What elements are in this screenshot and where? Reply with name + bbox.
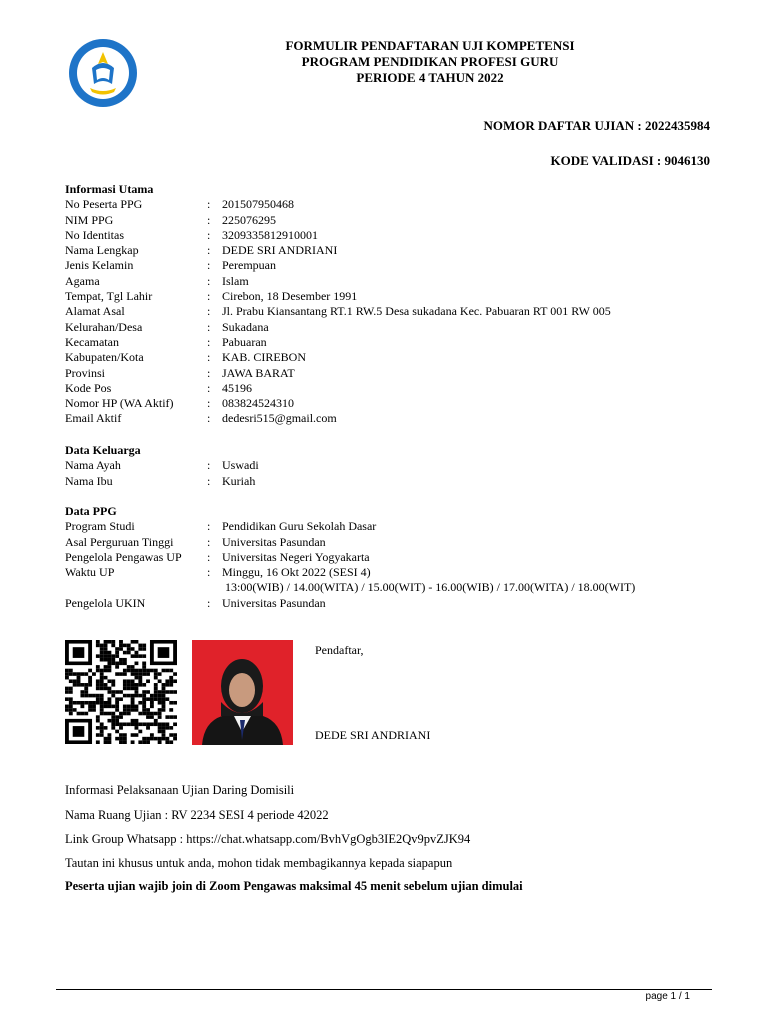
link-notice: Tautan ini khusus untuk anda, mohon tidak membagikannya kepada siapapun: [65, 856, 453, 870]
row-label: Kabupaten/Kota: [65, 350, 144, 365]
row-label: Nomor HP (WA Aktif): [65, 396, 174, 411]
document-header: [200, 38, 660, 86]
header-period: PERIODE 4 TAHUN 2022: [356, 70, 504, 85]
row-value: Universitas Pasundan: [222, 595, 326, 610]
row-label: Pengelola UKIN: [65, 595, 146, 610]
registrant-label: Pendaftar,: [315, 643, 364, 657]
info-row: Nama Lengkap : DEDE SRI ANDRIANI: [65, 243, 338, 258]
info-row: Provinsi : JAWA BARAT: [65, 365, 295, 380]
row-label: Kelurahan/Desa: [65, 319, 143, 334]
info-row: Asal Perguruan Tinggi : Universitas Pasundan: [65, 534, 326, 549]
row-label: Nama Ayah: [65, 458, 121, 473]
row-value: Minggu, 16 Okt 2022 (SESI 4): [222, 565, 371, 580]
row-label: Tempat, Tgl Lahir: [65, 289, 153, 304]
info-row: Waktu UP : Minggu, 16 Okt 2022 (SESI 4): [65, 565, 371, 580]
row-label: Pengelola Pengawas UP: [65, 549, 182, 564]
info-row: Nama Ibu : Kuriah: [65, 473, 256, 488]
row-value: Pendidikan Guru Sekolah Dasar: [222, 519, 377, 534]
exam-info-heading: Informasi Pelaksanaan Ujian Daring Domisili: [65, 783, 295, 797]
row-label: No Identitas: [65, 227, 124, 242]
qr-code: [65, 640, 177, 744]
row-label: Email Aktif: [65, 411, 122, 426]
row-value: Kuriah: [222, 473, 256, 488]
registrant-photo: [192, 640, 293, 745]
row-label: NIM PPG: [65, 212, 114, 227]
info-row: Nama Ayah : Uswadi: [65, 458, 259, 473]
section-title: Informasi Utama: [65, 182, 154, 196]
header-title: FORMULIR PENDAFTARAN UJI KOMPETENSI: [285, 38, 575, 53]
row-value: 3209335812910001: [222, 227, 318, 242]
info-row: No Identitas : 3209335812910001: [65, 227, 318, 242]
row-value: Islam: [222, 273, 249, 288]
waktu-detail: 13:00(WIB) / 14.00(WITA) / 15.00(WIT) - 16.00(WIB) / 17.00(WITA) / 18.00(WIT): [225, 580, 636, 595]
row-label: Alamat Asal: [65, 304, 125, 319]
row-label: Nama Lengkap: [65, 243, 139, 258]
info-row: Program Studi : Pendidikan Guru Sekolah Dasar: [65, 519, 377, 534]
row-value: Universitas Pasundan: [222, 534, 326, 549]
info-row: [65, 580, 635, 595]
row-label: Provinsi: [65, 365, 106, 380]
row-value: 201507950468: [222, 197, 294, 212]
info-row: Kode Pos : 45196: [65, 380, 252, 395]
row-value: Uswadi: [222, 458, 259, 473]
data-ppg-section: [65, 504, 635, 611]
info-row: Kabupaten/Kota : KAB. CIREBON: [65, 350, 307, 365]
section-title: Data Keluarga: [65, 443, 141, 457]
tut-wuri-handayani-logo: [68, 38, 138, 108]
info-row: Pengelola UKIN : Universitas Pasundan: [65, 595, 326, 610]
nomor-daftar-ujian: NOMOR DAFTAR UJIAN : 2022435984: [483, 118, 710, 133]
whatsapp-group-link: Link Group Whatsapp : https://chat.whatsapp.com/BvhVgOgb3IE2Qv9pvZJK94: [65, 832, 471, 846]
info-row: NIM PPG : 225076295: [65, 212, 276, 227]
row-value: Cirebon, 18 Desember 1991: [222, 289, 358, 304]
footer-divider: [56, 989, 712, 990]
row-value: Jl. Prabu Kiansantang RT.1 RW.5 Desa sukadana Kec. Pabuaran RT 001 RW 005: [222, 304, 611, 319]
row-value: 45196: [222, 380, 252, 395]
row-label: No Peserta PPG: [65, 197, 143, 212]
row-label: Jenis Kelamin: [65, 258, 134, 273]
row-value: Perempuan: [222, 258, 276, 273]
exam-room: Nama Ruang Ujian : RV 2234 SESI 4 periode 42022: [65, 808, 329, 822]
page-number: page 1 / 1: [645, 991, 690, 1002]
info-row: Jenis Kelamin : Perempuan: [65, 258, 276, 273]
row-value: 225076295: [222, 212, 276, 227]
row-value: 083824524310: [222, 396, 294, 411]
kode-validasi: KODE VALIDASI : 9046130: [550, 153, 710, 168]
row-label: Nama Ibu: [65, 473, 113, 488]
informasi-utama-section: [65, 182, 611, 427]
info-row: Kelurahan/Desa : Sukadana: [65, 319, 269, 334]
row-value: dedesri515@gmail.com: [222, 411, 337, 426]
row-label: Waktu UP: [65, 565, 115, 580]
section-title: Data PPG: [65, 504, 117, 518]
info-row: Pengelola Pengawas UP : Universitas Negeri Yogyakarta: [65, 549, 370, 564]
row-value: Pabuaran: [222, 334, 267, 349]
registrant-name: DEDE SRI ANDRIANI: [315, 728, 431, 742]
info-row: No Peserta PPG : 201507950468: [65, 197, 294, 212]
row-label: Program Studi: [65, 519, 135, 534]
header-program: PROGRAM PENDIDIKAN PROFESI GURU: [301, 54, 559, 69]
info-row: Alamat Asal : Jl. Prabu Kiansantang RT.1 RW.5 Desa sukadana Kec. Pabuaran RT 001 RW 005: [65, 304, 611, 319]
info-row: Kecamatan : Pabuaran: [65, 334, 267, 349]
info-row: Email Aktif : dedesri515@gmail.com: [65, 411, 337, 426]
row-value: DEDE SRI ANDRIANI: [222, 243, 338, 258]
row-label: Kode Pos: [65, 380, 112, 395]
info-row: Agama : Islam: [65, 273, 249, 288]
row-label: Agama: [65, 273, 100, 288]
row-value: Sukadana: [222, 319, 269, 334]
info-row: Tempat, Tgl Lahir : Cirebon, 18 Desember 1991: [65, 289, 358, 304]
row-label: Asal Perguruan Tinggi: [65, 534, 174, 549]
row-value: Universitas Negeri Yogyakarta: [222, 549, 370, 564]
row-value: JAWA BARAT: [222, 365, 295, 380]
row-label: Kecamatan: [65, 334, 119, 349]
row-value: KAB. CIREBON: [222, 350, 307, 365]
data-keluarga-section: [65, 443, 259, 489]
zoom-notice: Peserta ujian wajib join di Zoom Pengawas maksimal 45 menit sebelum ujian dimulai: [65, 879, 523, 893]
info-row: Nomor HP (WA Aktif) : 083824524310: [65, 396, 294, 411]
